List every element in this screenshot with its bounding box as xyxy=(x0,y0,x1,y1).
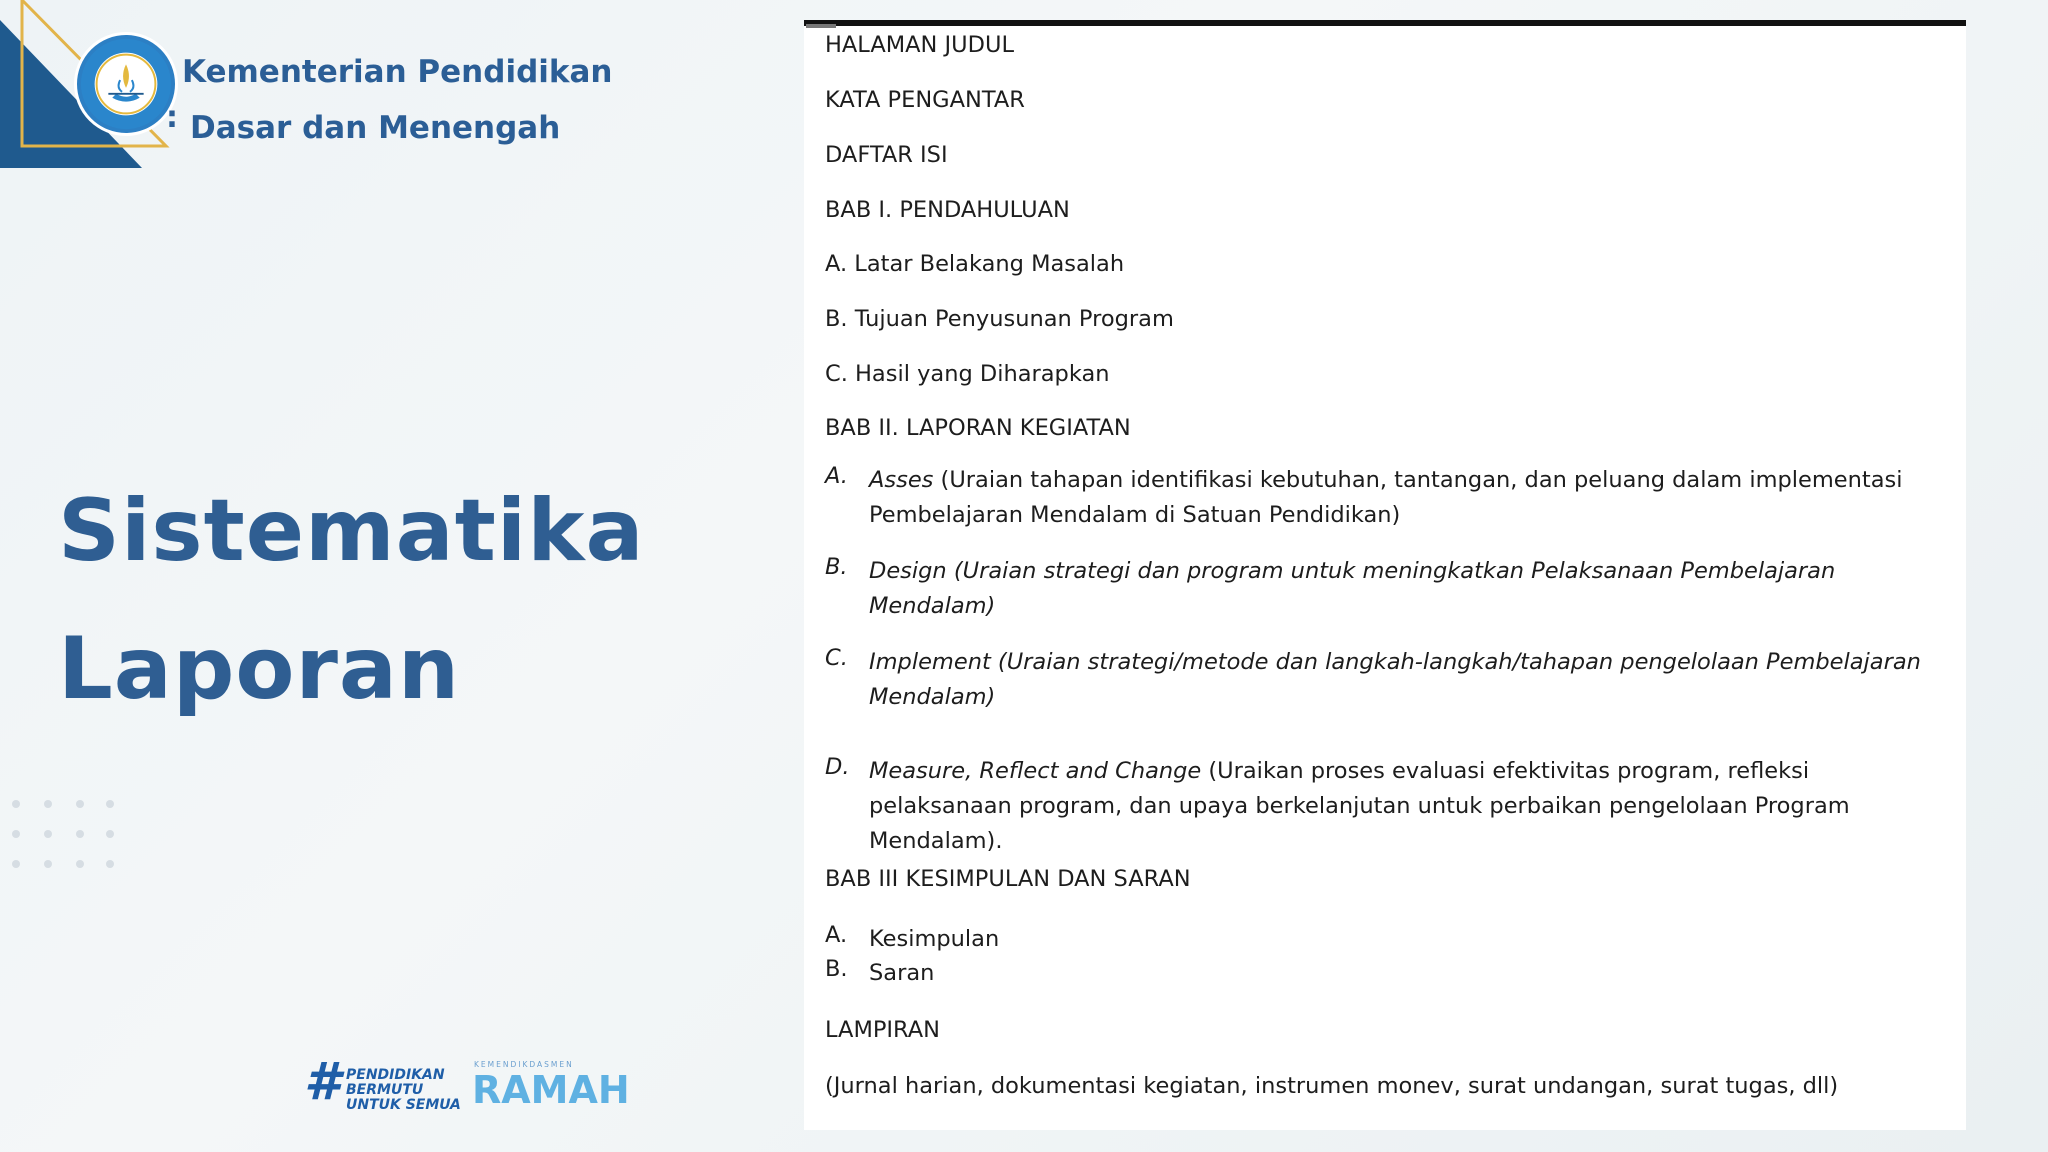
item-body: Kesimpulan xyxy=(869,926,1000,952)
item-body xyxy=(869,754,1959,859)
slide-title-line1: Sistematika xyxy=(58,481,645,581)
item-term: Implement (Uraian strategi/metode dan langkah-langkah/tahapan pengelolaan Pembelajaran Mendalam) xyxy=(869,649,1921,710)
doc-bab1-heading: BAB I. PENDAHULUAN xyxy=(825,197,1070,223)
doc-halaman-judul: HALAMAN JUDUL xyxy=(825,32,1014,58)
doc-bab2-heading: BAB II. LAPORAN KEGIATAN xyxy=(825,415,1131,441)
item-letter: A. xyxy=(825,922,848,948)
doc-bab1-item-b: B. Tujuan Penyusunan Program xyxy=(825,306,1174,332)
item-term: Asses xyxy=(869,467,934,493)
slogan-line2: BERMUTU xyxy=(346,1082,424,1098)
slide-title xyxy=(58,462,645,738)
item-letter: A. xyxy=(825,463,848,489)
slogan-line1: PENDIDIKAN xyxy=(346,1067,445,1083)
slogan-line3: UNTUK SEMUA xyxy=(346,1097,461,1113)
item-term: Measure, Reflect and Change xyxy=(869,758,1202,784)
footer-logos xyxy=(304,1052,630,1116)
item-term: Design (Uraian strategi dan program untuk meningkatkan Pelaksanaan Pembelajaran Mendalam) xyxy=(869,558,1836,619)
ministry-name-line2: Dasar dan Menengah xyxy=(190,110,561,146)
slide-title-line2: Laporan xyxy=(58,619,461,719)
doc-bab1-item-a: A. Latar Belakang Masalah xyxy=(825,251,1125,277)
hashtag-icon: # xyxy=(304,1052,341,1112)
item-body xyxy=(869,463,1959,533)
dot-grid-decoration xyxy=(10,798,120,876)
ministry-name xyxy=(182,44,613,156)
ramah-logo-wordmark: RAMAH xyxy=(472,1068,630,1112)
ramah-logo xyxy=(470,1060,630,1116)
item-letter: B. xyxy=(825,956,848,982)
item-body xyxy=(869,554,1959,624)
doc-lampiran-note: (Jurnal harian, dokumentasi kegiatan, instrumen monev, surat undangan, surat tugas, dll) xyxy=(825,1073,1839,1099)
item-letter: B. xyxy=(825,554,848,580)
doc-bab3-heading: BAB III KESIMPULAN DAN SARAN xyxy=(825,866,1191,892)
doc-daftar-isi: DAFTAR ISI xyxy=(825,142,948,168)
doc-kata-pengantar: KATA PENGANTAR xyxy=(825,87,1025,113)
doc-bab1-item-c: C. Hasil yang Diharapkan xyxy=(825,361,1110,387)
tut-wuri-handayani-logo xyxy=(74,32,178,136)
slogan xyxy=(346,1068,461,1113)
ministry-name-line1: Kementerian Pendidikan xyxy=(182,54,613,90)
document-tab-marker xyxy=(806,24,836,28)
item-body xyxy=(869,645,1959,715)
item-body: Saran xyxy=(869,960,935,986)
item-desc: (Uraian tahapan identifikasi kebutuhan, tantangan, dan peluang dalam implementasi Pembelajaran Mendalam di Satuan Pendidikan) xyxy=(869,467,1903,528)
item-desc: (Uraikan proses evaluasi efektivitas program, refleksi pelaksanaan program, dan upaya berkelanjutan untuk perbaikan pengelolaan Program Mendalam). xyxy=(869,758,1850,854)
document-panel xyxy=(804,20,1966,1130)
item-letter: C. xyxy=(825,645,848,671)
header-divider-mark: : xyxy=(166,100,178,135)
item-letter: D. xyxy=(825,754,850,780)
doc-lampiran-heading: LAMPIRAN xyxy=(825,1017,941,1043)
ramah-logo-subtitle: KEMENDIKDASMEN xyxy=(474,1060,574,1069)
